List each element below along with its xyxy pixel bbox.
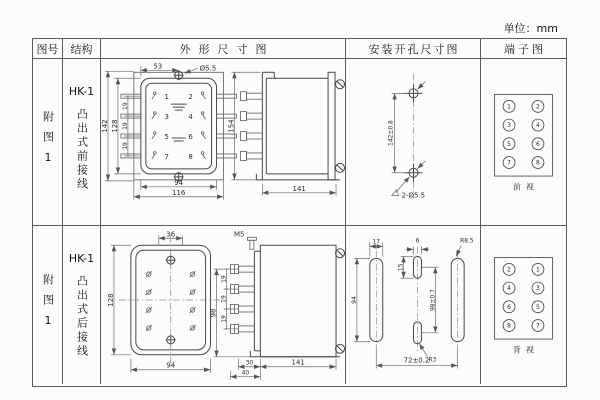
row2-terminal-cell <box>481 226 566 384</box>
row2-structure-cell <box>63 226 101 384</box>
row1-figure-no-cell <box>33 59 63 226</box>
dim-pin-span: 94 <box>174 178 184 187</box>
mounting-dim-lines <box>392 81 426 195</box>
corner-radius-label: R8.5 <box>460 237 474 245</box>
dim-stub-inner: 30 <box>245 359 254 367</box>
dim-row-spacing-3: 19 <box>220 315 228 323</box>
row2-figure-no-cell <box>33 226 63 384</box>
dim-inner-height: 128 <box>110 119 119 133</box>
dim-hole-diameter: Ø5.5 <box>199 64 217 73</box>
mid-radius-label: R3 <box>428 356 437 364</box>
dim-outer-height: 142 <box>101 119 109 133</box>
term-r1: 2 <box>536 103 540 110</box>
front-view-plate <box>134 72 224 180</box>
rear-side-view-terminals <box>230 237 256 333</box>
row2-mounting-cell <box>346 226 481 384</box>
side-view-terminals <box>240 92 262 161</box>
holes-count-label: 2-Ø5.5 <box>401 191 426 200</box>
terminal-8: 8 <box>188 152 193 161</box>
dim-row-spacing-2: 19 <box>220 295 228 303</box>
model-label: HK-1 <box>68 252 95 265</box>
dim-hole-spacing: 142±0.8 <box>387 120 395 146</box>
term-r4: 7 <box>536 322 540 330</box>
dim-row-spacing-1: 19 <box>121 102 129 110</box>
terminal-diagram-front <box>481 80 566 205</box>
terminal-circles <box>503 100 544 168</box>
dim-side-depth: 141 <box>291 358 305 367</box>
term-r2: 3 <box>536 284 540 292</box>
dim-side-height: 98 <box>209 308 218 318</box>
term-l2: 4 <box>507 284 511 292</box>
terminal-1: 1 <box>164 93 169 102</box>
dim-side-depth: 141 <box>292 184 306 193</box>
terminal-4: 4 <box>188 113 193 122</box>
header-figure-no: 图号 <box>33 39 63 59</box>
header-mounting-dims: 安装开孔尺寸图 <box>346 39 481 59</box>
term-r3: 5 <box>536 303 540 311</box>
dim-stub-outer: 40 <box>241 369 250 377</box>
row1-structure-cell <box>63 59 101 226</box>
rear-view-centerlines <box>119 235 223 366</box>
dim-row-spacing-2: 19 <box>121 122 129 130</box>
mounting-holes-drawing-rear <box>346 230 480 380</box>
terminal-2: 2 <box>188 93 193 102</box>
term-r1: 1 <box>536 266 540 273</box>
wiring-label: 凸出式后接线 <box>75 275 89 359</box>
rear-view-dim-lines <box>111 235 211 372</box>
term-l1: 2 <box>507 266 511 273</box>
view-caption: 前视 <box>512 182 540 192</box>
front-view-terminal-pins <box>121 92 237 159</box>
dim-slot-span: 72±0.2 <box>403 356 430 365</box>
term-l3: 5 <box>507 140 511 148</box>
outline-drawing-rear-wiring <box>101 227 345 383</box>
term-l4: 8 <box>507 322 511 330</box>
mounting-dim-labels <box>388 120 425 200</box>
term-r3: 6 <box>536 140 540 148</box>
slot-centerlines <box>376 246 457 353</box>
dim-mid-height: 15 <box>397 263 405 272</box>
terminal-circles <box>503 263 544 331</box>
dim-slot-height: 94 <box>350 296 358 304</box>
row1-outline-cell <box>101 59 346 226</box>
side-view-dim-lines <box>231 72 336 195</box>
mounting-slots <box>370 256 464 343</box>
dim-width: 94 <box>166 361 176 370</box>
term-l3: 6 <box>507 303 511 311</box>
dim-outer-width: 116 <box>172 188 186 197</box>
screw-size-label: M5 <box>233 230 245 239</box>
unit-label: 单位：mm <box>503 22 558 35</box>
terminal-5: 5 <box>164 133 169 142</box>
row1-terminal-cell <box>481 59 566 226</box>
term-r2: 4 <box>536 121 540 129</box>
outline-drawing-front-wiring <box>101 62 345 222</box>
dim-row-spacing-3: 19 <box>121 142 129 150</box>
mounting-holes-drawing-front <box>346 67 480 217</box>
dim-top-width: 53 <box>153 62 163 71</box>
view-caption: 背视 <box>512 345 540 355</box>
term-l2: 3 <box>507 121 511 129</box>
dim-side-height: 154 <box>227 119 236 133</box>
terminal-diagram-rear <box>481 243 566 368</box>
header-terminal-diagram: 端子图 <box>481 39 566 59</box>
terminal-6: 6 <box>188 133 193 142</box>
header-outline-dims: 外形尺寸图 <box>101 39 346 59</box>
terminal-numbers <box>507 103 540 191</box>
dim-mid-spacing: 98±0.7 <box>429 289 437 312</box>
terminal-numbers <box>507 266 540 354</box>
model-label: HK-1 <box>68 85 95 98</box>
figure-no: 附图1 <box>41 274 55 336</box>
dim-mid-width: 6 <box>415 237 420 245</box>
dim-slot-width: 17 <box>372 238 381 246</box>
row2-outline-cell <box>101 226 346 384</box>
wiring-label: 凸出式前接线 <box>75 108 89 192</box>
dim-row-spacing-1: 19 <box>220 275 228 283</box>
header-structure: 结构 <box>63 39 101 59</box>
outline-dim-labels <box>101 62 306 196</box>
spec-table <box>32 38 567 387</box>
front-view-body <box>141 70 217 182</box>
term-l1: 1 <box>507 103 511 110</box>
row1-mounting-cell <box>346 59 481 226</box>
rear-side-view-body <box>250 245 344 357</box>
term-r4: 8 <box>536 159 540 167</box>
dim-height: 128 <box>106 293 115 307</box>
side-view-body <box>256 72 344 180</box>
dim-top-width: 36 <box>166 230 176 239</box>
terminal-3: 3 <box>164 113 169 122</box>
term-l4: 7 <box>507 159 511 167</box>
terminal-7: 7 <box>164 152 169 161</box>
figure-no: 附图1 <box>41 111 55 173</box>
